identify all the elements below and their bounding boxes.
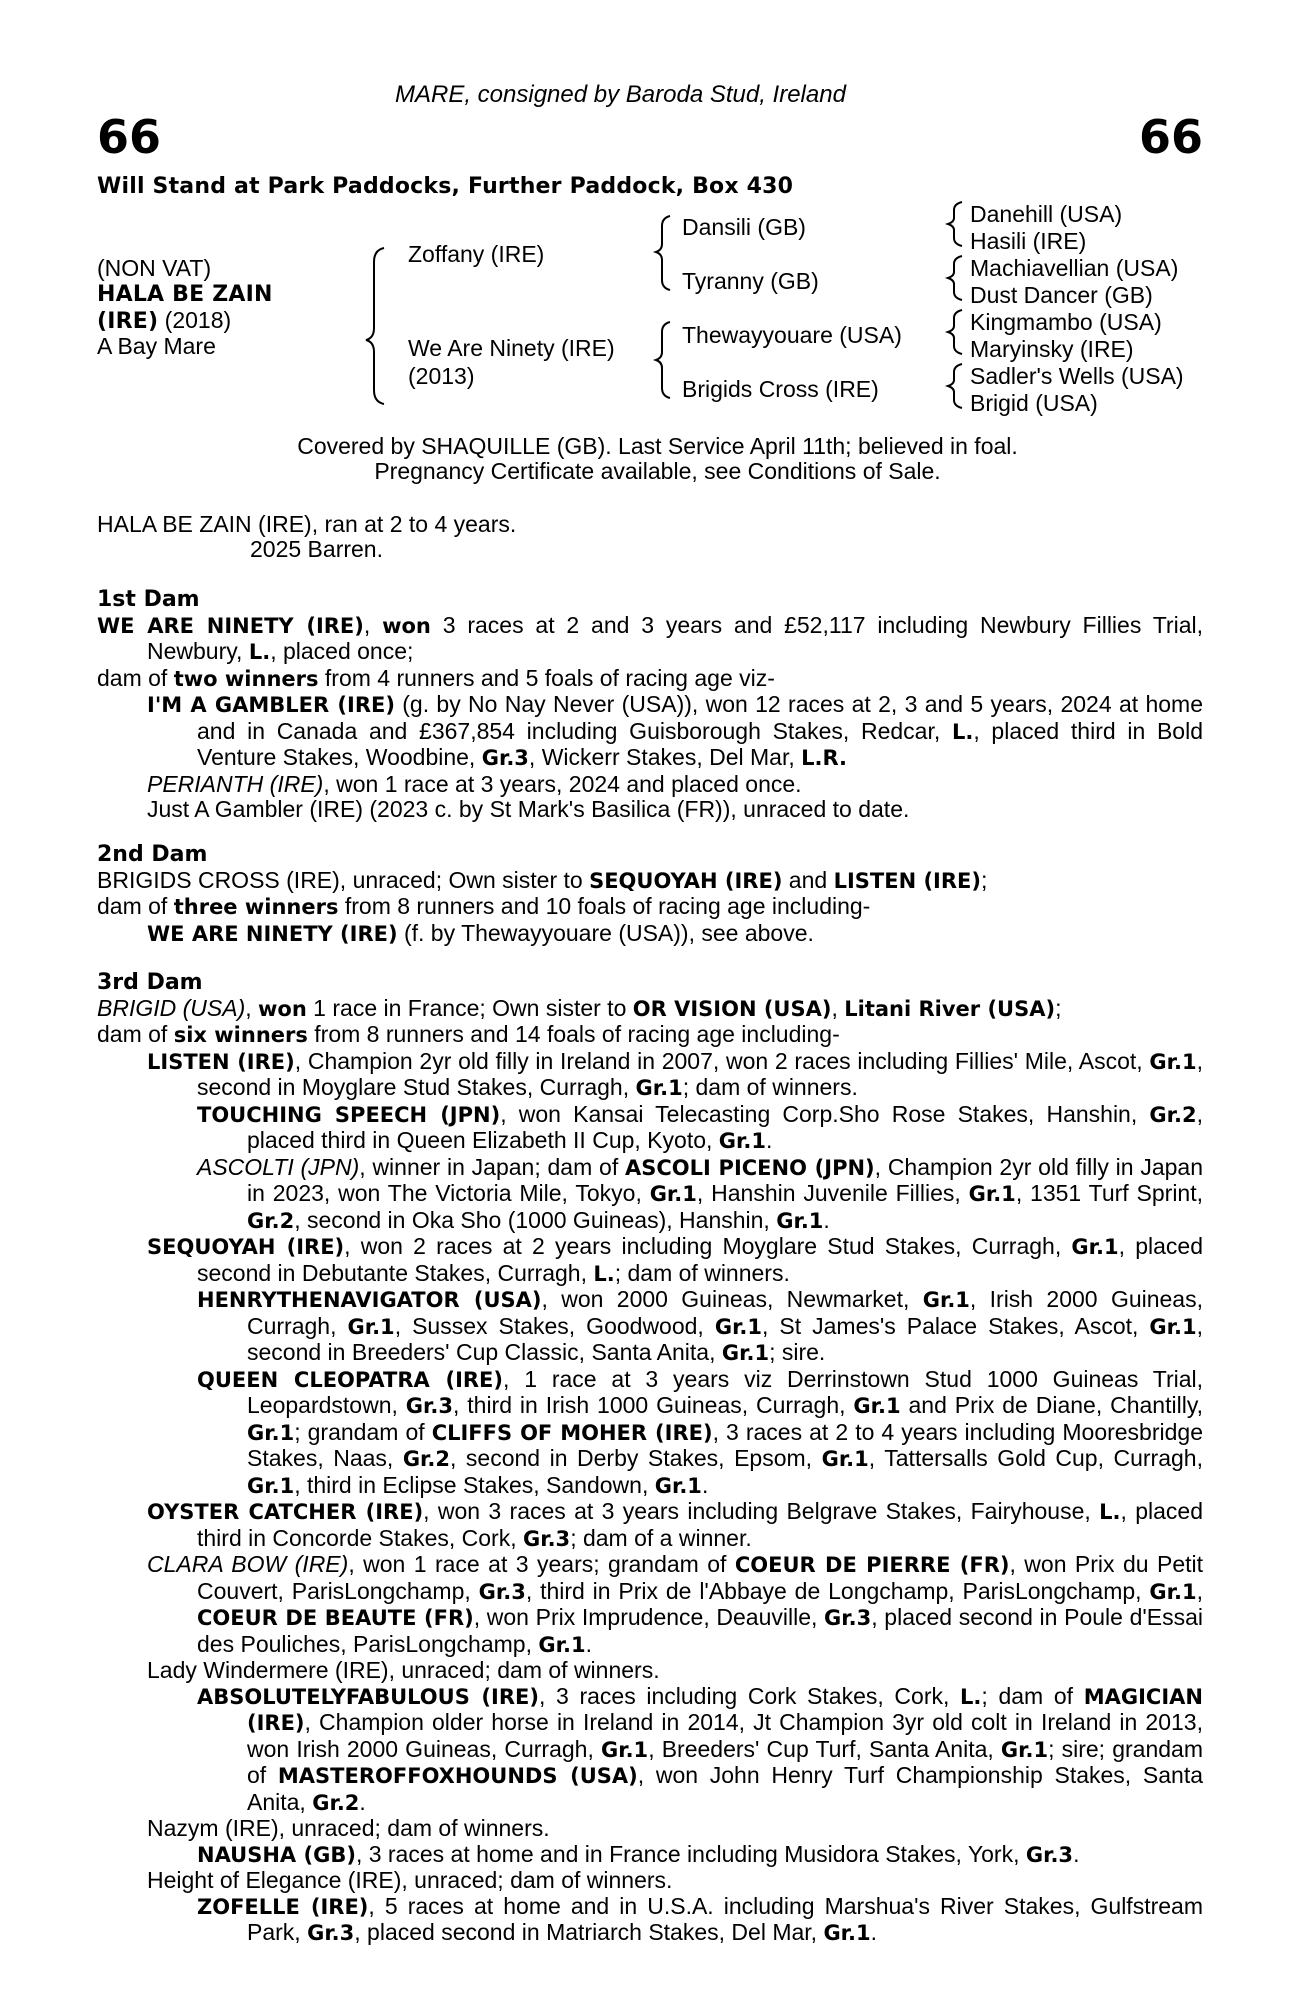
text-run: , Tattersalls Gold Cup, Curragh, <box>868 1445 1203 1471</box>
text-run: , placed second in Poule d'Essai des Pouliches, ParisLongchamp, <box>197 1604 1204 1657</box>
produce-im-a-gambler <box>97 692 1203 772</box>
text-run: COEUR DE BEAUTE (FR) <box>197 1606 474 1630</box>
text-run: three winners <box>173 895 339 919</box>
first-dam-heading: 1st Dam <box>97 587 200 612</box>
produce-listen <box>97 1049 1203 1102</box>
text-run: LISTEN (IRE) <box>833 868 981 893</box>
text-run: , second in Oka Sho (1000 Guineas), Hanshin, <box>294 1206 777 1233</box>
text-run: ASCOLTI (JPN) <box>197 1153 360 1180</box>
ggp-7: Sadler's Wells (USA) <box>970 363 1184 389</box>
produce-oyster-catcher <box>97 1499 1203 1552</box>
text-run: L.R. <box>801 746 848 770</box>
horse-description: A Bay Mare <box>97 333 216 359</box>
text-run: Gr.1 <box>538 1632 586 1657</box>
text-run: , second in Breeders' Cup Classic, Santa Anita, <box>247 1312 1204 1365</box>
text-run: Gr.1 <box>721 1341 770 1365</box>
text-run: , 3 races at 2 to 4 years including Mooresbridge Stakes, Naas, <box>247 1418 1203 1471</box>
text-run: , placed second in Debutante Stakes, Curragh, <box>197 1233 1204 1286</box>
text-run: , second in Derby Stakes, Epsom, <box>450 1445 822 1471</box>
text-run: , won 1 race at 3 years, 2024 and placed once. <box>323 770 802 797</box>
text-run: . <box>1073 1840 1080 1867</box>
third-dam-record <box>97 996 1203 1023</box>
text-run: Nazym (IRE), unraced; dam of winners. <box>147 1815 550 1841</box>
dam: We Are Ninety (IRE) <box>408 335 615 361</box>
first-dam-produce-summary <box>97 666 1203 693</box>
sire-sire: Dansili (GB) <box>682 214 806 240</box>
text-run: OYSTER CATCHER (IRE) <box>147 1500 424 1524</box>
text-run: MASTEROFFOXHOUNDS (USA) <box>277 1764 638 1788</box>
text-run: L. <box>593 1261 615 1286</box>
consignment-subtitle: MARE, consigned by Baroda Stud, Ireland <box>395 81 846 108</box>
text-run: Gr.1 <box>247 1473 295 1498</box>
text-run: , <box>245 994 259 1021</box>
text-run: 1 race in France; Own sister to <box>306 994 633 1021</box>
text-run: BRIGIDS CROSS (IRE), unraced; Own sister to <box>97 866 590 893</box>
text-run: CLARA BOW (IRE) <box>147 1551 349 1577</box>
text-run: Gr.3 <box>522 1526 571 1551</box>
text-run: OR VISION (USA) <box>632 996 832 1021</box>
text-run: , Champion 2yr old filly in Japan in 2023, won The Victoria Mile, Tokyo, <box>247 1153 1204 1206</box>
text-run: WE ARE NINETY (IRE) <box>147 921 398 946</box>
text-run: ; <box>980 866 988 893</box>
brace-gen2-sire <box>656 216 670 290</box>
text-run: ZOFELLE (IRE) <box>197 1894 369 1919</box>
text-run: Gr.1 <box>347 1314 395 1339</box>
text-run: , 3 races at home and in France including Musidora Stakes, York, <box>355 1840 1026 1867</box>
text-run: , St James's Palace Stakes, Ascot, <box>762 1312 1150 1339</box>
text-run: Gr.1 <box>635 1076 683 1100</box>
text-run: , third in Eclipse Stakes, Sandown, <box>294 1471 655 1498</box>
text-run: . <box>359 1788 366 1815</box>
text-run: NAUSHA (GB) <box>197 1842 356 1867</box>
text-run: won <box>382 613 431 638</box>
text-run: ; sire; grandam of <box>247 1735 1203 1788</box>
text-run: Gr.1 <box>247 1420 295 1445</box>
lot-number-right: 66 <box>1138 110 1203 164</box>
dam-year: (2013) <box>408 363 475 389</box>
text-run: Litani River (USA) <box>844 996 1056 1021</box>
text-run: , 1351 Turf Sprint, <box>1015 1180 1203 1206</box>
text-run: Gr.1 <box>1149 1579 1197 1604</box>
produce-absolutelyfabulous <box>97 1684 1203 1817</box>
text-run: , 1 race at 3 years viz Derrinstown Stud 1000 Guineas Trial, Leopardstown, <box>247 1365 1204 1418</box>
first-dam-record <box>97 613 1203 666</box>
text-run: , won Prix du Petit Couvert, ParisLongchamp, <box>197 1551 1204 1604</box>
second-dam-produce-summary <box>97 894 1203 921</box>
text-run: . <box>870 1919 878 1945</box>
text-run: ABSOLUTELYFABULOUS (IRE) <box>197 1684 539 1709</box>
text-run: Gr.2 <box>1149 1102 1197 1127</box>
produce-lady-windermere <box>97 1658 1203 1684</box>
text-run: 3 races at 2 and 3 years and £52,117 including Newbury Fillies Trial, Newbury, <box>147 611 1203 664</box>
produce-touching-speech <box>97 1102 1203 1155</box>
text-run: . <box>823 1206 830 1233</box>
text-run: MAGICIAN (IRE) <box>247 1684 1203 1735</box>
text-run: Gr.3 <box>481 746 529 770</box>
text-run: WE ARE NINETY (IRE) <box>97 613 364 638</box>
text-run: and <box>782 866 834 893</box>
third-dam-produce-summary <box>97 1022 1203 1049</box>
horse-year: (2018) <box>158 307 232 333</box>
covering-line2: Pregnancy Certificate available, see Conditions of Sale. <box>374 458 941 484</box>
text-run: ; dam of <box>981 1682 1084 1709</box>
text-run: Gr.1 <box>922 1288 970 1312</box>
text-run: (f. by Thewayyouare (USA)), see above. <box>397 919 814 946</box>
sire-dam: Tyranny (GB) <box>682 268 819 294</box>
text-run: , 5 races at home and in U.S.A. including Marshua's River Stakes, Gulfstream Park, <box>247 1892 1203 1945</box>
text-run: Gr.1 <box>821 1447 869 1471</box>
ggp-1: Danehill (USA) <box>970 201 1123 227</box>
text-run: . <box>585 1630 592 1657</box>
text-run: CLIFFS OF MOHER (IRE) <box>431 1420 713 1445</box>
vat-status: (NON VAT) <box>97 255 212 281</box>
dam-sire: Thewayyouare (USA) <box>682 322 902 348</box>
text-run: Gr.1 <box>1149 1314 1197 1339</box>
text-run: Gr.1 <box>718 1129 766 1153</box>
text-run: Gr.1 <box>649 1182 697 1206</box>
text-run: , won 2 races at 2 years including Moyglare Stud Stakes, Curragh, <box>344 1233 1072 1259</box>
ggp-4: Dust Dancer (GB) <box>970 282 1153 308</box>
text-run: dam of <box>97 664 174 691</box>
brace-gen3-4 <box>948 364 962 408</box>
text-run: Gr.2 <box>247 1208 295 1233</box>
produce-sequoyah <box>97 1234 1203 1287</box>
second-dam-section <box>97 842 1203 947</box>
text-run: , 3 races including Cork Stakes, Cork, <box>538 1682 961 1709</box>
covering-line1: Covered by SHAQUILLE (GB). Last Service April 11th; believed in foal. <box>297 433 1018 459</box>
text-run: Just A Gambler (IRE) (2023 c. by St Mark's Basilica (FR)), unraced to date. <box>147 796 910 822</box>
text-run: BRIGID (USA) <box>97 994 246 1021</box>
text-run: Gr.1 <box>853 1394 901 1418</box>
text-run: ; grandam of <box>294 1418 432 1445</box>
text-run: . <box>765 1127 773 1153</box>
text-run: L. <box>951 719 974 744</box>
text-run: (g. by No Nay Never (USA)), won 12 races at 2, 3 and 5 years, 2024 at home and in Canada and £367,854 including Guisborough Stakes, Redcar, <box>197 691 1203 744</box>
text-run: , placed third in Queen Elizabeth II Cup, Kyoto, <box>247 1100 1203 1153</box>
text-run: , won 1 race at 3 years; grandam of <box>348 1551 735 1577</box>
text-run: L. <box>248 640 271 664</box>
text-run: , Irish 2000 Guineas, Curragh, <box>247 1286 1203 1339</box>
ggp-5: Kingmambo (USA) <box>970 309 1162 335</box>
produce-perianth <box>97 772 1203 798</box>
text-run: , won John Henry Turf Championship Stakes, Santa Anita, <box>247 1762 1203 1815</box>
text-run: Gr.1 <box>968 1182 1016 1206</box>
text-run: . <box>701 1471 709 1498</box>
text-run: Gr.3 <box>307 1921 355 1945</box>
text-run: , <box>1196 1577 1203 1604</box>
produce-just-a-gambler <box>97 797 1203 823</box>
text-run: , Champion older horse in Ireland in 2014, Jt Champion 3yr old colt in Ireland in 2013, won Irish 2000 Guineas, Curragh, <box>247 1709 1203 1762</box>
brace-gen3-2 <box>948 256 962 300</box>
text-run: won <box>258 996 307 1021</box>
text-run: PERIANTH (IRE) <box>147 770 324 797</box>
text-run: ; <box>1055 994 1062 1021</box>
text-run: Gr.2 <box>402 1447 451 1471</box>
sire: Zoffany (IRE) <box>408 241 545 267</box>
text-run: from 4 runners and 5 foals of racing age viz- <box>318 664 775 691</box>
text-run: , won 3 races at 3 years including Belgrave Stakes, Fairyhouse, <box>423 1498 1100 1524</box>
text-run: COEUR DE PIERRE (FR) <box>734 1553 1010 1577</box>
text-run: , won Kansai Telecasting Corp.Sho Rose Stakes, Hanshin, <box>500 1100 1150 1127</box>
dam-dam: Brigids Cross (IRE) <box>682 376 879 402</box>
text-run: Gr.1 <box>714 1314 763 1339</box>
produce-nazym <box>97 1816 1203 1842</box>
text-run: Gr.1 <box>1000 1737 1049 1762</box>
ggp-3: Machiavellian (USA) <box>970 255 1179 281</box>
second-dam-record <box>97 868 1203 895</box>
text-run: , placed second in Matriarch Stakes, Del Mar, <box>354 1919 824 1945</box>
text-run: , third in Prix de l'Abbaye de Longchamp, ParisLongchamp, <box>525 1577 1150 1604</box>
text-run: , won Prix Imprudence, Deauville, <box>473 1604 825 1630</box>
breeding-record: 2025 Barren. <box>250 536 383 562</box>
ggp-2: Hasili (IRE) <box>970 228 1087 254</box>
text-run: , Breeders' Cup Turf, Santa Anita, <box>648 1735 1001 1762</box>
text-run: I'M A GAMBLER (IRE) <box>147 693 395 717</box>
text-run: Gr.2 <box>312 1790 360 1815</box>
text-run: SEQUOYAH (IRE) <box>147 1235 345 1259</box>
text-run: ; dam of winners. <box>682 1074 858 1100</box>
text-run: SEQUOYAH (IRE) <box>589 868 783 893</box>
racing-record: HALA BE ZAIN (IRE), ran at 2 to 4 years. <box>97 511 517 537</box>
ggp-6: Maryinsky (IRE) <box>970 336 1134 362</box>
produce-nausha <box>97 1842 1203 1869</box>
text-run: Height of Elegance (IRE), unraced; dam of winners. <box>147 1867 673 1893</box>
text-run: Gr.1 <box>776 1208 824 1233</box>
text-run: , Champion 2yr old filly in Ireland in 2007, won 2 races including Fillies' Mile, Ascot, <box>294 1047 1150 1074</box>
text-run: HENRYTHENAVIGATOR (USA) <box>197 1288 542 1312</box>
produce-ascolti <box>97 1155 1203 1235</box>
produce-zofelle <box>97 1894 1203 1947</box>
text-run: ; dam of a winner. <box>570 1524 752 1551</box>
text-run: from 8 runners and 10 foals of racing age including- <box>338 893 871 919</box>
ggp-8: Brigid (USA) <box>970 390 1098 416</box>
brace-gen1 <box>366 248 384 404</box>
text-run: from 8 runners and 14 foals of racing age including- <box>307 1021 840 1047</box>
third-dam-section <box>97 970 1203 1947</box>
text-run: Gr.1 <box>1071 1235 1119 1259</box>
text-run: LISTEN (IRE) <box>147 1049 295 1074</box>
text-run: , third in Irish 1000 Guineas, Curragh, <box>452 1392 854 1418</box>
text-run: ASCOLI PICENO (JPN) <box>625 1155 875 1180</box>
text-run: , won 2000 Guineas, Newmarket, <box>541 1286 923 1312</box>
text-run: , winner in Japan; dam of <box>359 1153 626 1180</box>
text-run: Gr.3 <box>478 1579 526 1604</box>
text-run: QUEEN CLEOPATRA (IRE) <box>197 1367 504 1392</box>
produce-height-of-elegance <box>97 1868 1203 1894</box>
third-dam-heading: 3rd Dam <box>97 970 203 995</box>
text-run: , placed third in Bold Venture Stakes, Woodbine, <box>197 717 1203 770</box>
produce-queen-cleopatra <box>97 1367 1203 1500</box>
second-dam-heading: 2nd Dam <box>97 842 208 867</box>
text-run: , Hanshin Juvenile Fillies, <box>696 1180 969 1206</box>
text-run: and Prix de Diane, Chantilly, <box>900 1392 1203 1418</box>
produce-we-are-ninety <box>97 921 1203 948</box>
text-run: L. <box>960 1684 982 1709</box>
text-run: Gr.1 <box>600 1737 649 1762</box>
text-run: two winners <box>173 666 319 691</box>
text-run: , Wickerr Stakes, Del Mar, <box>528 744 802 770</box>
produce-henrythenavigator <box>97 1287 1203 1367</box>
horse-name: HALA BE ZAIN <box>97 282 273 307</box>
first-dam-section <box>97 587 1203 823</box>
text-run: Gr.1 <box>823 1921 871 1945</box>
text-run: Gr.3 <box>824 1606 872 1630</box>
brace-gen3-3 <box>948 310 962 354</box>
stabling-location: Will Stand at Park Paddocks, Further Paddock, Box 430 <box>97 174 794 199</box>
text-run: ; dam of winners. <box>614 1259 790 1286</box>
text-run: , <box>363 611 383 638</box>
text-run: , <box>831 994 845 1021</box>
text-run: dam of <box>97 1021 174 1047</box>
text-run: dam of <box>97 893 174 919</box>
lot-number-left: 66 <box>97 110 162 164</box>
text-run: Gr.1 <box>1149 1049 1197 1074</box>
text-run: TOUCHING SPEECH (JPN) <box>197 1102 501 1127</box>
text-run: , placed once; <box>270 638 414 664</box>
brace-gen2-dam <box>656 322 670 398</box>
produce-clara-bow <box>97 1552 1203 1658</box>
horse-country: (IRE) <box>97 309 159 334</box>
text-run: , second in Moyglare Stud Stakes, Curragh, <box>197 1047 1203 1100</box>
text-run: Lady Windermere (IRE), unraced; dam of winners. <box>147 1657 660 1683</box>
text-run: Gr.1 <box>654 1473 702 1498</box>
text-run: Gr.3 <box>405 1394 453 1418</box>
text-run: Gr.3 <box>1025 1842 1074 1867</box>
text-run: ; sire. <box>769 1339 826 1365</box>
text-run: , placed third in Concorde Stakes, Cork, <box>197 1498 1203 1551</box>
text-run: , Sussex Stakes, Goodwood, <box>394 1312 715 1339</box>
text-run: L. <box>1099 1500 1121 1524</box>
brace-gen3-1 <box>948 202 962 246</box>
text-run: six winners <box>173 1023 308 1047</box>
